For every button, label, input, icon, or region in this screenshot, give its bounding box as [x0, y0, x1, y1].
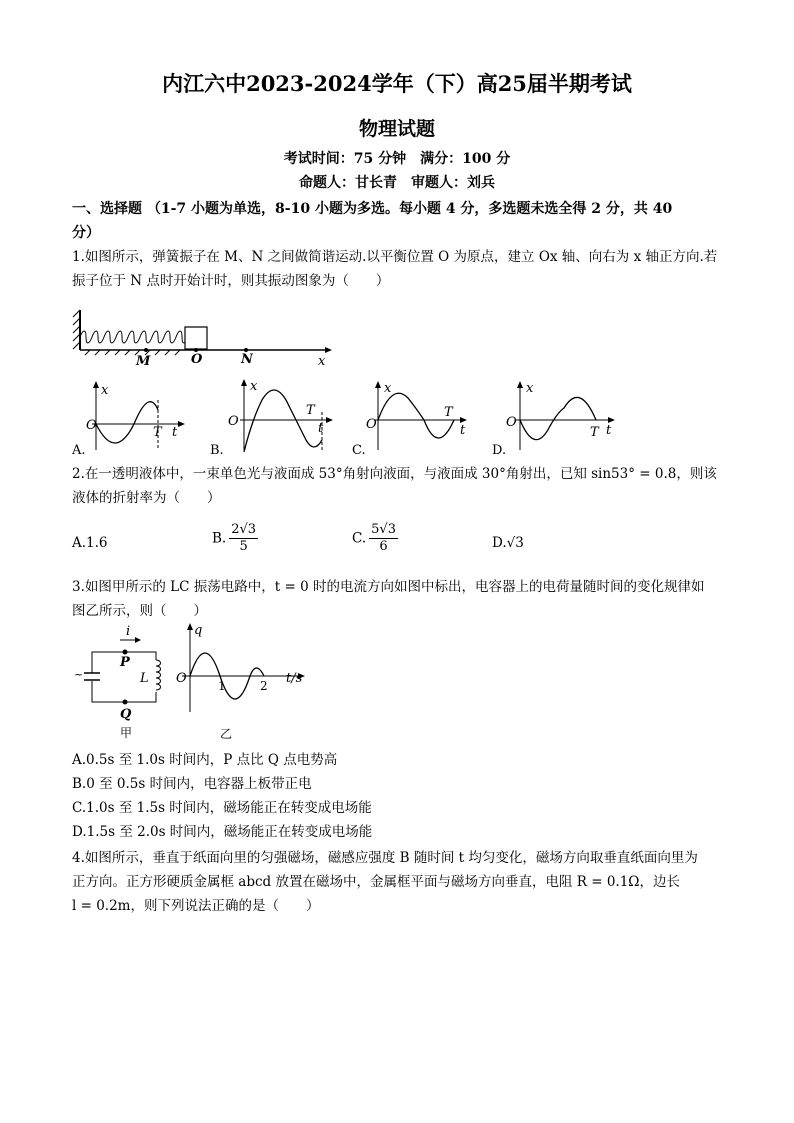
q3-line2: 图乙所示，则（ ） [72, 603, 207, 619]
period-label: T [590, 425, 599, 440]
section-heading [72, 197, 722, 245]
exam-authors: 命题人：甘长青 审题人：刘兵 [299, 175, 495, 191]
label-i: i [126, 624, 131, 639]
option-c-label: C. [352, 443, 366, 458]
section-heading-line1: 一、选择题 （1-7 小题为单选，8-10 小题为多选。每小题 4 分，多选题未选全得 2 分，共 40 [72, 201, 673, 217]
origin-label: O [176, 671, 187, 686]
option-d-label: D. [492, 443, 507, 458]
label-yi: 乙 [220, 727, 233, 741]
q1-line1: 1.如图所示，弹簧振子在 M、N 之间做简谐运动.以平衡位置 O 为原点，建立 Ox 轴、向右为 x 轴正方向.若 [72, 249, 718, 265]
option-b-label: B. [210, 443, 224, 458]
option-d-graph [492, 378, 622, 456]
q4-line1: 4.如图所示，垂直于纸面向里的匀强磁场，磁感应强度 B 随时间 t 均匀变化，磁场方向取垂直纸面向里为 [72, 850, 698, 866]
q3-options [72, 748, 722, 844]
origin-label: O [366, 417, 377, 432]
axis-t-label: t/s [286, 671, 303, 686]
axis-t-label: t [172, 425, 178, 440]
question-1-stem [72, 245, 722, 293]
q1-line2: 振子位于 N 点时开始计时，则其振动图象为（ ） [72, 273, 390, 289]
axis-q-label: q [194, 623, 203, 638]
q2-option-c [352, 522, 398, 555]
axis-x-label: x [101, 383, 109, 398]
q3-option-c: C.1.0s 至 1.5s 时间内，磁场能正在转变成电场能 [72, 800, 372, 816]
q2-option-b [212, 522, 258, 555]
origin-label: O [506, 415, 517, 430]
q3-line1: 3.如图甲所示的 LC 振荡电路中，t = 0 时的电流方向如图中标出，电容器上的电荷量随时间的变化规律如 [72, 579, 705, 595]
label-P: P [120, 655, 130, 670]
q3-option-d: D.1.5s 至 2.0s 时间内，磁场能正在转变成电场能 [72, 824, 373, 840]
section-heading-line2: 分） [72, 225, 100, 241]
axis-t-label: t [460, 423, 466, 438]
axis-x-label: x [250, 379, 258, 394]
q2-option-c-label: C. [352, 530, 367, 547]
subject-title: 物理试题 [358, 118, 435, 140]
label-L: L [140, 671, 149, 686]
exam-info: 考试时间：75 分钟 满分：100 分 [283, 151, 511, 167]
lc-circuit-figure [72, 620, 172, 740]
spring-oscillator-figure [70, 305, 340, 370]
label-jia: 甲 [120, 726, 133, 740]
origin-label: O [228, 414, 239, 429]
tick-1: 1 [218, 679, 226, 693]
axis-t-label: t [606, 423, 612, 438]
q3-option-a: A.0.5s 至 1.0s 时间内，P 点比 Q 点电势高 [72, 752, 338, 768]
label-N: N [241, 352, 253, 367]
q2-option-b-denominator: 5 [239, 539, 248, 554]
tick-2: 2 [260, 679, 268, 693]
question-3-stem [72, 575, 722, 623]
q2-line2: 液体的折射率为（ ） [72, 490, 221, 506]
axis-x-label: x [526, 381, 534, 396]
option-a-label: A. [72, 443, 86, 458]
svg-text:~: ~ [74, 668, 84, 681]
option-c-graph [352, 378, 477, 456]
period-label: T [306, 403, 315, 418]
q2-option-b-numerator: 2√3 [231, 522, 257, 537]
q2-line1: 2.在一透明液体中，一束单色光与液面成 53°角射向液面，与液面成 30°角射出，已知 sin53° = 0.8，则该 [72, 466, 717, 482]
q2-option-b-label: B. [212, 530, 227, 547]
q2-option-c-denominator: 6 [379, 539, 388, 554]
label-Q: Q [120, 707, 132, 722]
question-4-stem [72, 846, 722, 918]
question-2-stem [72, 462, 722, 510]
label-x: x [318, 354, 326, 369]
q3-option-b: B.0 至 0.5s 时间内，电容器上板带正电 [72, 776, 312, 792]
option-b-graph [210, 376, 335, 456]
label-M: M [136, 354, 151, 369]
charge-time-graph [172, 620, 322, 742]
exam-title: 内江六中2023-2024学年（下）高25届半期考试 [162, 71, 632, 96]
period-label: T [153, 425, 162, 440]
q4-line3: l = 0.2m，则下列说法正确的是（ ） [72, 898, 320, 914]
q2-option-c-numerator: 5√3 [371, 522, 396, 537]
origin-label: O [86, 418, 97, 433]
axis-t-label: t [318, 421, 324, 436]
q2-option-a: A.1.6 [72, 535, 108, 551]
period-label: T [444, 405, 453, 420]
q2-option-d: D.√3 [492, 535, 524, 551]
option-a-graph [72, 380, 192, 456]
q4-line2: 正方向。正方形硬质金属框 abcd 放置在磁场中，金属框平面与磁场方向垂直，电阻 R = 0.1Ω，边长 [72, 874, 680, 890]
axis-x-label: x [384, 381, 392, 396]
label-O: O [191, 352, 203, 367]
